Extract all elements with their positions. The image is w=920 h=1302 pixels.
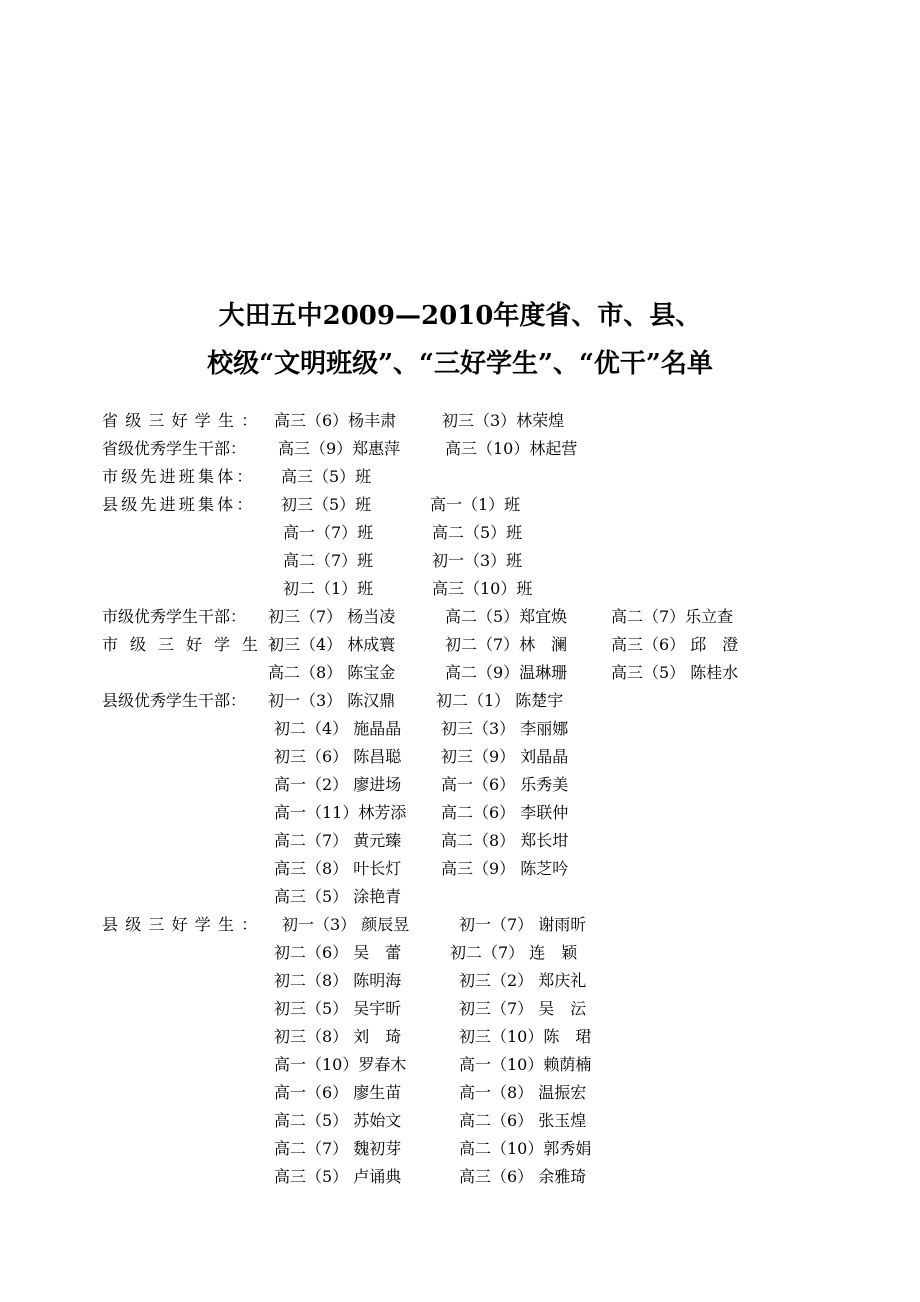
section-prov-student [0,407,920,435]
list-item: 初二（8） 陈明海 [274,971,402,990]
list-item: 高二（5） 苏始文 [274,1111,402,1130]
list-item: 初三（3）林荣煌 [442,411,565,430]
list-item: 初三（9） 刘晶晶 [441,747,569,766]
list-item: 高一（8） 温振宏 [459,1083,587,1102]
list-item: 高二（10）郭秀娟 [459,1139,592,1158]
list-item: 高三（6） 邱 澄 [611,635,739,654]
list-item: 初三（10）陈 珺 [459,1027,592,1046]
section-county-class [0,491,920,519]
section-label: 省级优秀学生干部： [102,439,247,458]
section-county-cadre-row [0,827,920,855]
list-item: 高三（9） 陈芝吟 [441,859,569,878]
section-county-student-row [0,1135,920,1163]
list-item: 初三（7） 吴 沄 [459,999,587,1018]
section-county-cadre-row [0,799,920,827]
section-county-student-row [0,1163,920,1191]
list-item: 高一（7）班 [283,523,374,542]
list-item: 初三（4） 林成寰 [268,635,396,654]
list-item: 高三（10）班 [432,579,533,598]
list-item: 高二（7）班 [283,551,374,570]
section-label: 省级三好学生： [102,411,265,430]
section-county-cadre [0,687,920,715]
list-item: 高一（10）罗春木 [274,1055,407,1074]
list-item: 初二（7）林 澜 [445,635,568,654]
list-item: 高一（1）班 [430,495,521,514]
section-county-class-row [0,547,920,575]
list-item: 高一（2） 廖进场 [274,775,402,794]
list-item: 初一（3） 颜辰昱 [282,915,410,934]
section-county-cadre-row [0,743,920,771]
list-item: 高三（8） 叶长灯 [274,859,402,878]
section-city-class [0,463,920,491]
list-item: 初二（4） 施晶晶 [274,719,402,738]
document-title-line2: 校级“文明班级”、“三好学生”、“优干”名单 [207,349,713,379]
list-item: 高三（5）班 [281,467,372,486]
section-label: 县级先进班集体： [102,495,256,514]
list-item: 初三（2） 郑庆礼 [459,971,587,990]
list-item: 高一（11）林芳添 [274,803,407,822]
section-county-student-row [0,1079,920,1107]
list-item: 高二（7）乐立查 [611,607,734,626]
section-city-student-row [0,659,920,687]
list-item: 高三（5） 卢诵典 [274,1167,402,1186]
section-county-student-row [0,1051,920,1079]
section-county-student [0,911,920,939]
list-item: 初三（3） 李丽娜 [441,719,569,738]
list-item: 高三（5） 涂艳青 [274,887,402,906]
list-item: 初三（5） 吴宇昕 [274,999,402,1018]
list-item: 初三（8） 刘 琦 [274,1027,402,1046]
section-label: 市级三好学生： [102,635,299,654]
section-prov-cadre [0,435,920,463]
list-item: 初二（1）班 [283,579,374,598]
list-item: 高二（8） 陈宝金 [268,663,396,682]
list-item: 高三（9）郑惠萍 [278,439,401,458]
section-city-cadre [0,603,920,631]
list-item: 高二（6） 张玉煌 [459,1111,587,1130]
list-item: 高一（6） 乐秀美 [441,775,569,794]
list-item: 初二（1） 陈楚宇 [436,691,564,710]
list-item: 高一（6） 廖生苗 [274,1083,402,1102]
list-item: 初一（3）班 [432,551,523,570]
section-county-cadre-row [0,771,920,799]
list-item: 高三（5） 陈桂水 [611,663,739,682]
section-county-student-row [0,939,920,967]
section-county-student-row [0,1107,920,1135]
section-label: 县级优秀学生干部： [102,691,247,710]
section-county-student-row [0,995,920,1023]
list-item: 初一（7） 谢雨昕 [459,915,587,934]
document-title-line1: 大田五中2009—2010年度省、市、县、 [218,301,702,331]
section-county-cadre-row [0,883,920,911]
section-city-student [0,631,920,659]
list-item: 高二（5）班 [432,523,523,542]
list-item: 初二（7） 连 颖 [450,943,578,962]
list-item: 初一（3） 陈汉鼎 [268,691,396,710]
section-county-class-row [0,575,920,603]
list-item: 高二（5）郑宜焕 [445,607,568,626]
section-label: 市级优秀学生干部： [102,607,247,626]
list-item: 高二（9）温琳珊 [445,663,568,682]
list-item: 高二（7） 黄元臻 [274,831,402,850]
list-item: 高一（10）赖荫楠 [459,1055,592,1074]
list-item: 初三（7） 杨当凌 [268,607,396,626]
list-item: 高二（7） 魏初芽 [274,1139,402,1158]
list-item: 高三（6）杨丰肃 [274,411,397,430]
list-item: 高二（6） 李联仲 [441,803,569,822]
section-county-class-row [0,519,920,547]
section-county-cadre-row [0,715,920,743]
section-label: 市级先进班集体： [102,467,256,486]
list-item: 初二（6） 吴 蕾 [274,943,402,962]
section-label: 县级三好学生： [102,915,265,934]
list-item: 高二（8） 郑长坩 [441,831,569,850]
list-item: 高三（10）林起营 [445,439,578,458]
section-county-student-row [0,1023,920,1051]
section-county-cadre-row [0,855,920,883]
section-county-student-row [0,967,920,995]
list-item: 初三（6） 陈昌聪 [274,747,402,766]
list-item: 初三（5）班 [281,495,372,514]
list-item: 高三（6） 余雅琦 [459,1167,587,1186]
